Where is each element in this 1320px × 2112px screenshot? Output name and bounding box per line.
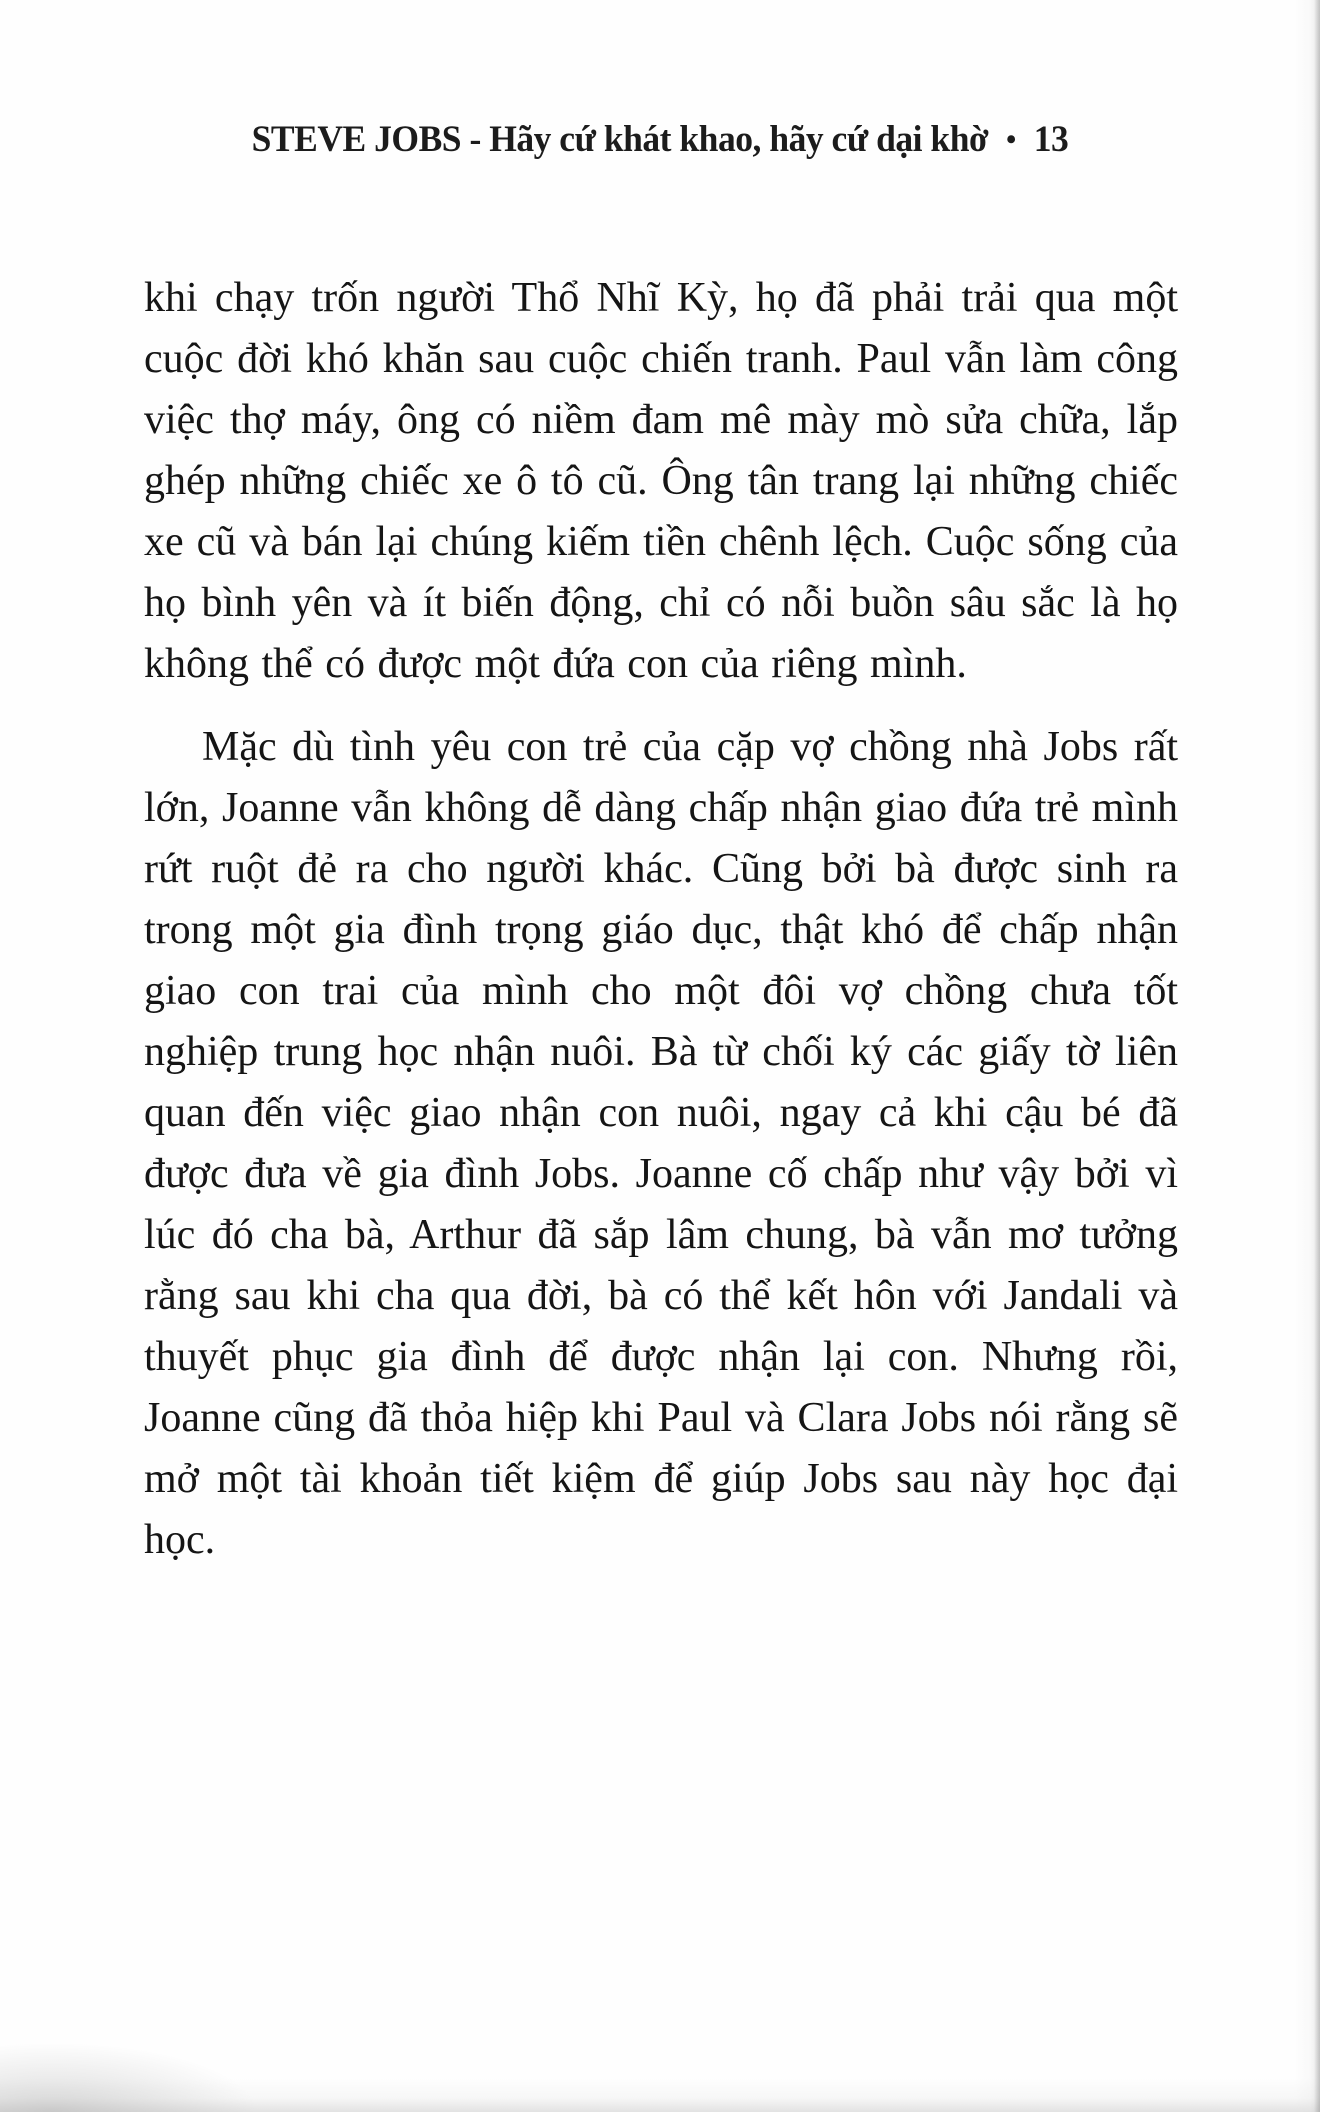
paragraph: Mặc dù tình yêu con trẻ của cặp vợ chồng nhà Jobs rất lớn, Joanne vẫn không dễ dàng chấp nhận giao đứa trẻ mình rứt ruột đẻ ra cho người khác. Cũng bởi bà được sinh ra trong một gia đình trọng giáo dục, thật khó để chấp nhận giao con trai của mình cho một đôi vợ chồng chưa tốt nghiệp trung học nhận nuôi. Bà từ chối ký các giấy tờ liên quan đến việc giao nhận con nuôi, ngay cả khi cậu bé đã được đưa về gia đình Jobs. Joanne cố chấp như vậy bởi vì lúc đó cha bà, Arthur đã sắp lâm chung, bà vẫn mơ tưởng rằng sau khi cha qua đời, bà có thể kết hôn với Jandali và thuyết phục gia đình để được nhận lại con. Nhưng rồi, Joanne cũng đã thỏa hiệp khi Paul và Clara Jobs nói rằng sẽ mở một tài khoản tiết kiệm để giúp Jobs sau này học đại học. [144, 724, 1178, 1563]
running-header [26, 118, 1293, 161]
paragraph: khi chạy trốn người Thổ Nhĩ Kỳ, họ đã phải trải qua một cuộc đời khó khăn sau cuộc chiến tranh. Paul vẫn làm công việc thợ máy, ông có niềm đam mê mày mò sửa chữa, lắp ghép những chiếc xe ô tô cũ. Ông tân trang lại những chiếc xe cũ và bán lại chúng kiếm tiền chênh lệch. Cuộc sống của họ bình yên và ít biến động, chỉ có nỗi buồn sâu sắc là họ không thể có được một đứa con của riêng mình. [144, 275, 1178, 687]
page-number: 13 [1033, 119, 1069, 160]
bullet-separator-icon: • [1006, 123, 1016, 156]
scan-edge-shadow [1314, 0, 1320, 2112]
running-header-title: STEVE JOBS - Hãy cứ khát khao, hãy cứ dại khờ [251, 119, 989, 160]
scan-edge-smudge [0, 2042, 260, 2112]
body-text-block [144, 268, 1178, 1571]
